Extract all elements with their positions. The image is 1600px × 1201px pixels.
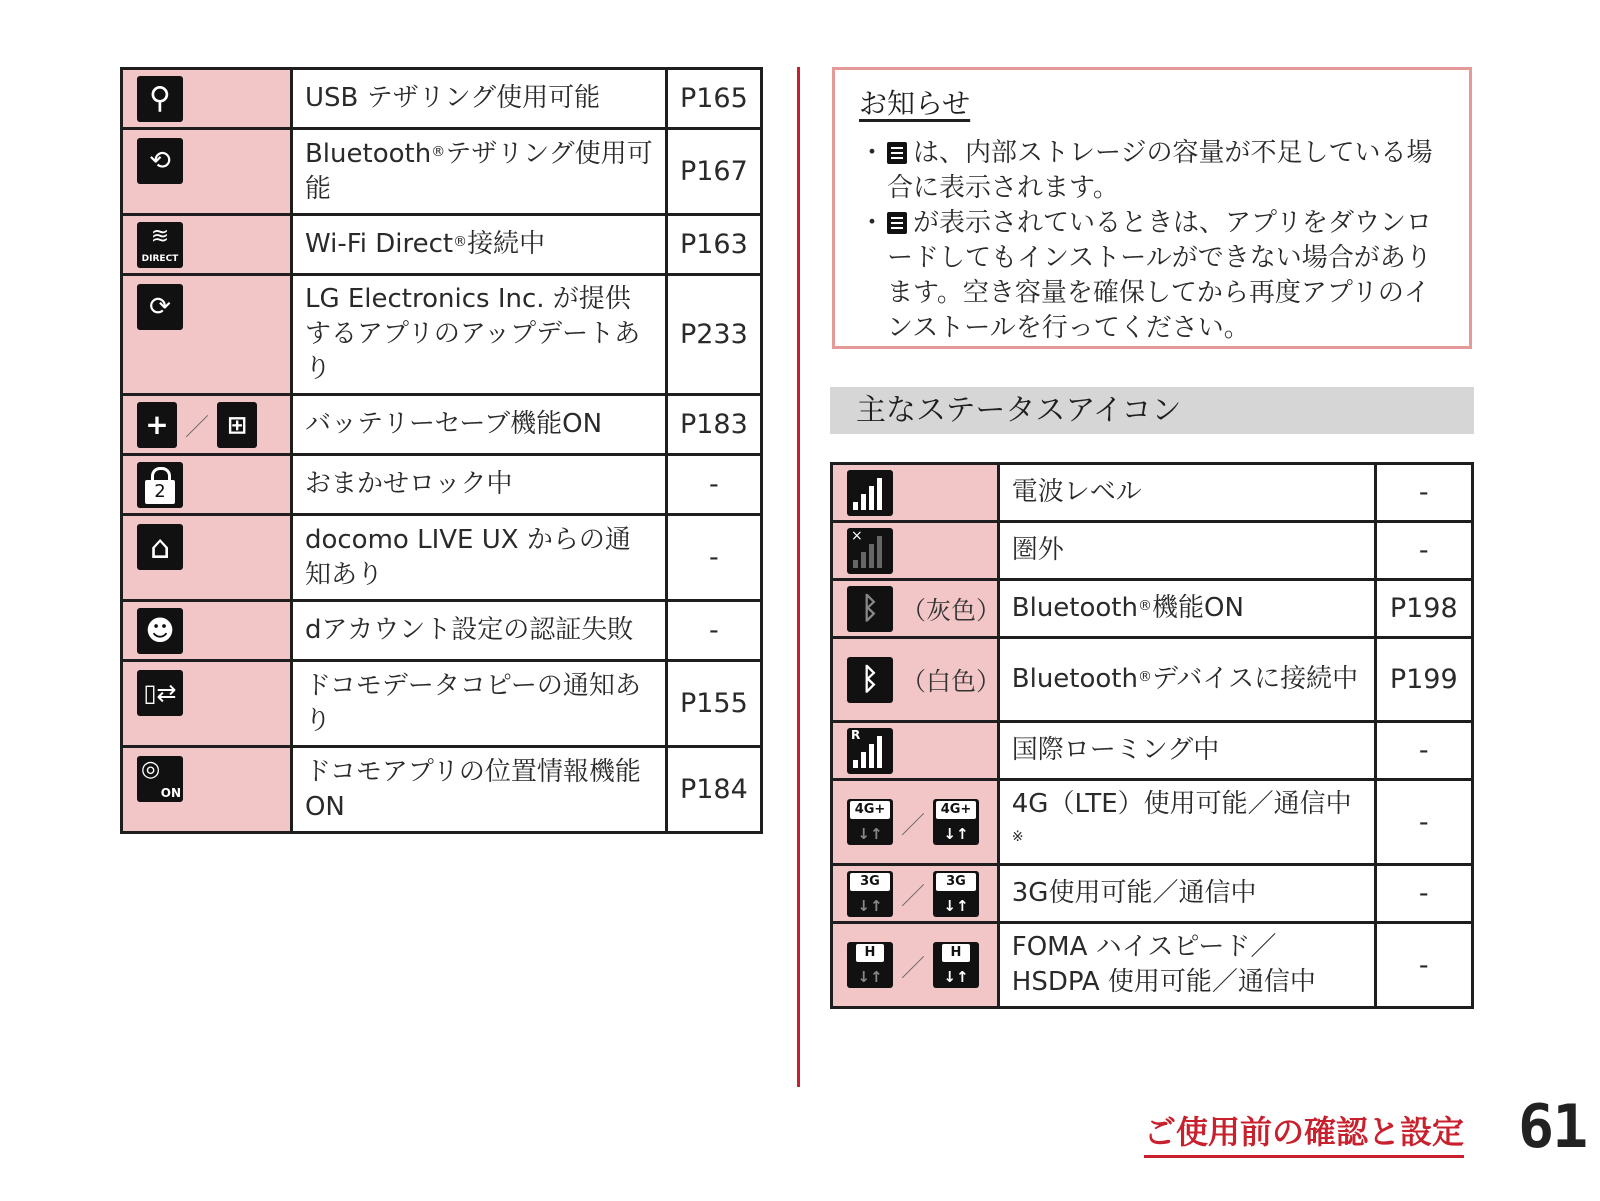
row-label: 圏外 [998, 522, 1375, 580]
row-label: 国際ローミング中 [998, 722, 1375, 780]
table-row [122, 275, 762, 395]
docomo-data-copy-icon: ▯⇄ [137, 670, 183, 716]
row-label: 4G（LTE）使用可能／通信中※ [998, 780, 1375, 865]
wifi-direct-icon: ≋ DIRECT [137, 222, 183, 268]
color-label: （白色） [901, 666, 1002, 696]
separator: ／ [185, 413, 209, 441]
page-ref: P183 [666, 395, 761, 455]
bluetooth-gray-icon: ᛒ [847, 586, 893, 632]
battery-saver-alt-icon: ⊞ [217, 402, 257, 448]
docomo-live-ux-icon: ⌂ [137, 524, 183, 570]
row-label: ドコモアプリの位置情報機能ON [291, 747, 666, 833]
row-label: LG Electronics Inc. が提供するアプリのアップデートあり [291, 275, 666, 395]
row-label: USB テザリング使用可能 [291, 69, 666, 129]
row-label: dアカウント設定の認証失敗 [291, 601, 666, 661]
page-ref: P167 [666, 129, 761, 215]
page-ref: P163 [666, 215, 761, 275]
3g-icon: 3G ↓↑ [847, 871, 893, 917]
section-title-link[interactable]: ご使用前の確認と設定 [1144, 1107, 1464, 1158]
signal-level-icon [847, 470, 893, 516]
table-row [122, 515, 762, 601]
left-icon-table [120, 67, 763, 834]
page-ref: P165 [666, 69, 761, 129]
page-ref: P155 [666, 661, 761, 747]
table-row [832, 464, 1473, 522]
page-ref: P233 [666, 275, 761, 395]
storage-low-icon [887, 212, 907, 234]
page-ref: P199 [1375, 638, 1472, 722]
row-label: Bluetooth®デバイスに接続中 [998, 638, 1375, 722]
page-ref: P198 [1375, 580, 1472, 638]
row-label: Bluetooth®テザリング使用可能 [291, 129, 666, 215]
page-number: 61 [1518, 1092, 1587, 1162]
table-row [122, 455, 762, 515]
row-label: ドコモデータコピーの通知あり [291, 661, 666, 747]
foma-hs-icon: H ↓↑ [847, 942, 893, 988]
column-divider [797, 67, 800, 1087]
row-label: 電波レベル [998, 464, 1375, 522]
4g-lte-active-icon: 4G+ ↓↑ [933, 799, 979, 845]
no-signal-icon: × [847, 528, 893, 574]
storage-low-icon [887, 142, 907, 164]
right-icon-table [830, 462, 1474, 1009]
roaming-icon: R [847, 728, 893, 774]
3g-active-icon: 3G ↓↑ [933, 871, 979, 917]
row-label: バッテリーセーブ機能ON [291, 395, 666, 455]
table-row [122, 129, 762, 215]
table-row [122, 747, 762, 833]
notice-box [832, 67, 1472, 349]
row-label: FOMA ハイスピード／HSDPA 使用可能／通信中 [998, 923, 1375, 1008]
page-ref: - [1375, 923, 1472, 1008]
table-row [832, 580, 1473, 638]
row-label: 3G使用可能／通信中 [998, 865, 1375, 923]
separator: ／ [901, 810, 925, 839]
4g-lte-icon: 4G+ ↓↑ [847, 799, 893, 845]
table-row [122, 661, 762, 747]
foma-hs-active-icon: H ↓↑ [933, 942, 979, 988]
row-label: おまかせロック中 [291, 455, 666, 515]
page-ref: - [1375, 722, 1472, 780]
table-row [832, 780, 1473, 865]
table-row [122, 69, 762, 129]
location-on-icon: ◎ ON [137, 756, 183, 802]
bluetooth-tethering-icon: ⟲ [137, 138, 183, 184]
page-ref: - [1375, 780, 1472, 865]
notice-list [859, 136, 1445, 346]
section-heading: 主なステータスアイコン [830, 387, 1474, 434]
d-account-error-icon: ☻ [137, 608, 183, 654]
notice-item: ・ が表示されているときは、アプリをダウンロードしてもインストールができない場合があります。空き容量を確保してから再度アプリのインストールを行ってください。 [859, 206, 1445, 346]
notice-item: ・ は、内部ストレージの容量が不足している場合に表示されます。 [859, 136, 1445, 206]
page-ref: - [1375, 522, 1472, 580]
page-ref: - [1375, 865, 1472, 923]
notice-title: お知らせ [859, 87, 971, 120]
usb-tethering-icon: ⚲ [137, 76, 183, 122]
table-row [832, 865, 1473, 923]
page-ref: - [1375, 464, 1472, 522]
page-ref: - [666, 601, 761, 661]
page-ref: - [666, 515, 761, 601]
bluetooth-white-icon: ᛒ [847, 657, 893, 703]
omakase-lock-icon: 2 [137, 462, 183, 508]
separator: ／ [901, 882, 925, 910]
page-ref: P184 [666, 747, 761, 833]
table-row [832, 722, 1473, 780]
row-label: Wi-Fi Direct®接続中 [291, 215, 666, 275]
table-row [122, 215, 762, 275]
table-row [832, 522, 1473, 580]
row-label: docomo LIVE UX からの通知あり [291, 515, 666, 601]
table-row [122, 601, 762, 661]
color-label: （灰色） [901, 595, 1002, 625]
table-row [832, 923, 1473, 1008]
row-label: Bluetooth®機能ON [998, 580, 1375, 638]
battery-saver-icon: + [137, 402, 177, 448]
lg-update-icon: ⟳ [137, 284, 183, 330]
page-ref: - [666, 455, 761, 515]
table-row [832, 638, 1473, 722]
table-row [122, 395, 762, 455]
separator: ／ [901, 953, 925, 982]
